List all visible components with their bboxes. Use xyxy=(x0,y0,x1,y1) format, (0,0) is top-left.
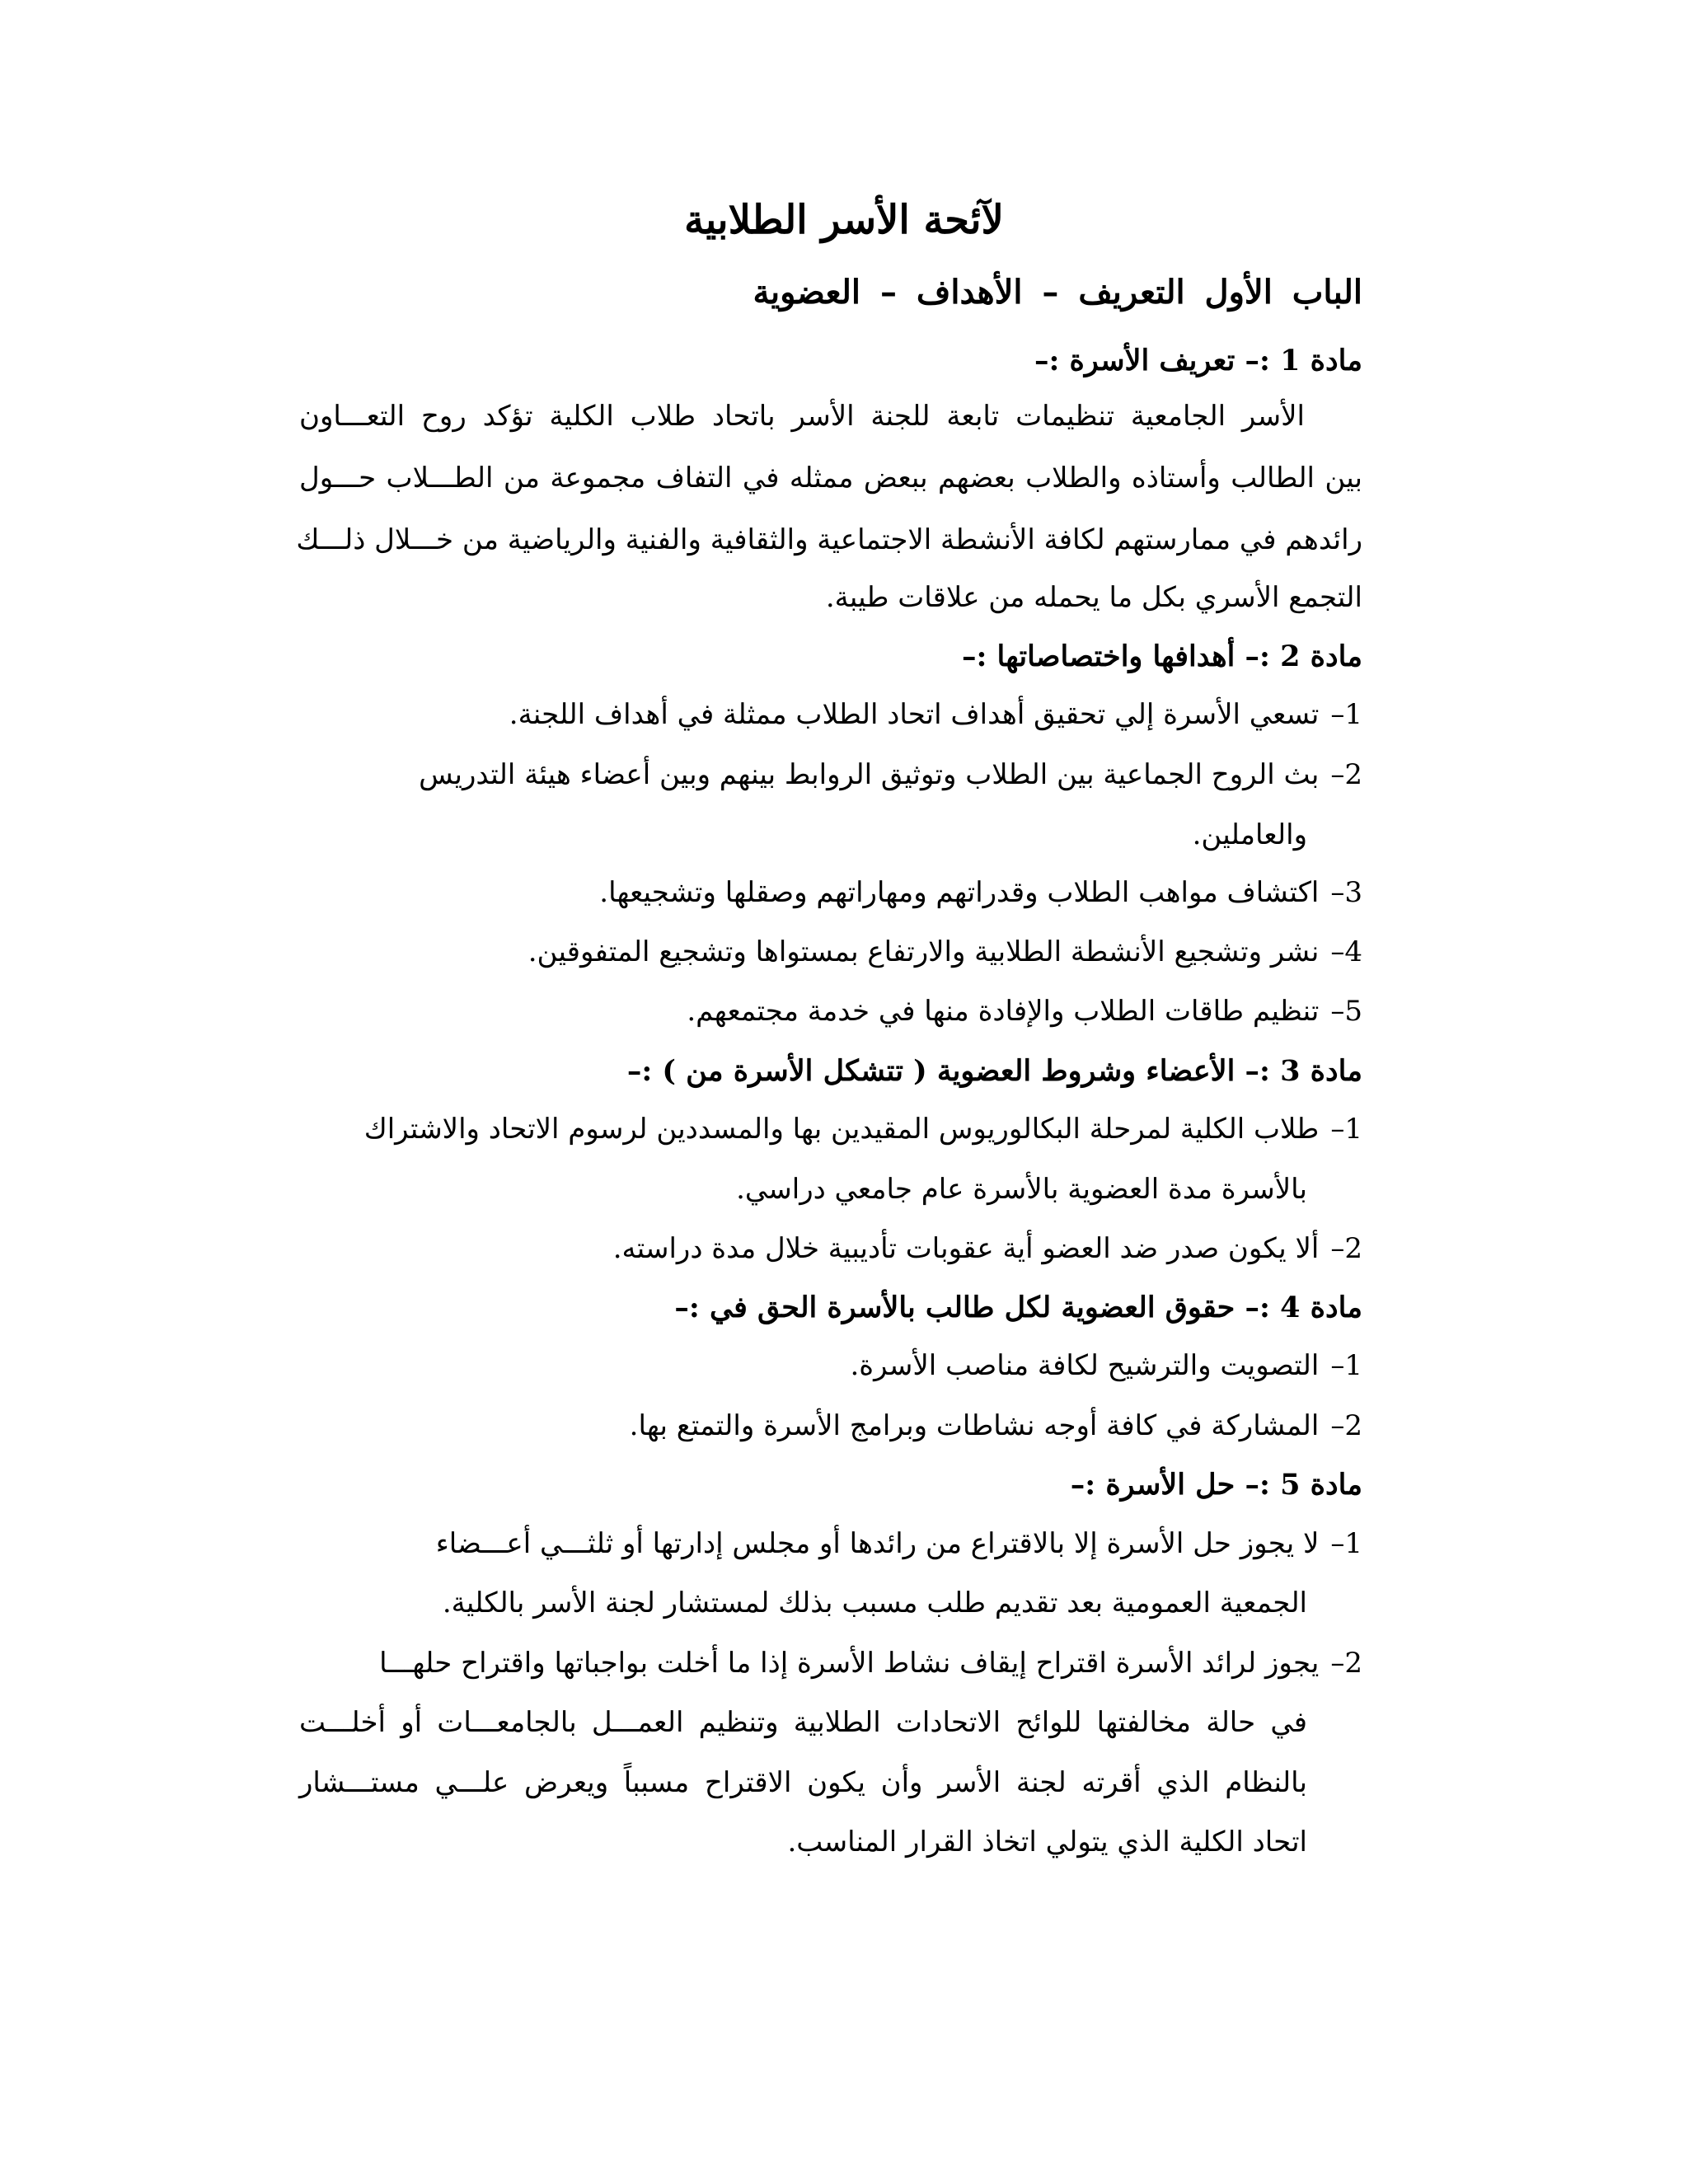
item-text: التصويت والترشيح لكافة مناصب الأسرة. xyxy=(850,1349,1320,1382)
item-number: 2– xyxy=(1330,758,1362,791)
article-1-line-2: بين الطالب وأستاذه والطلاب بعضهم ببعض ممثله في التفاف مجموعة من الطـــلاب حـــول xyxy=(299,462,1362,494)
item-number: 2– xyxy=(1330,1232,1362,1265)
item-text: لا يجوز حل الأسرة إلا بالاقتراع من رائدها أو مجلس إدارتها أو ثلثـــي أعـــضاء xyxy=(435,1527,1320,1560)
article-2-item-1 xyxy=(509,694,1362,735)
item-text: المشاركة في كافة أوجه نشاطات وبرامج الأسرة والتمتع بها. xyxy=(629,1409,1320,1442)
article-5-item-1-continuation: الجمعية العمومية بعد تقديم طلب مسبب بذلك لمستشار لجنة الأسر بالكلية. xyxy=(442,1586,1307,1619)
chapter-title: الباب الأول التعريف – الأهداف – العضوية xyxy=(753,273,1362,312)
item-number: 3– xyxy=(1330,876,1362,909)
item-number: 5– xyxy=(1330,995,1362,1028)
item-number: 1– xyxy=(1330,1527,1362,1560)
item-text: يجوز لرائد الأسرة اقتراح إيقاف نشاط الأسرة إذا ما أخلت بواجباتها واقتراح حلهـــا xyxy=(379,1647,1320,1680)
article-5-item-2-continuation-3: اتحاد الكلية الذي يتولي اتخاذ القرار المناسب. xyxy=(787,1825,1307,1858)
article-1-line-3: رائدهم في ممارستهم لكافة الأنشطة الاجتماعية والثقافية والفنية والرياضية من خـــلال ذلـــك xyxy=(296,523,1362,556)
article-3-item-1-continuation: بالأسرة مدة العضوية بالأسرة عام جامعي دراسي. xyxy=(736,1173,1307,1206)
item-text: تسعي الأسرة إلي تحقيق أهداف اتحاد الطلاب ممثلة في أهداف اللجنة. xyxy=(509,698,1320,731)
article-4-heading: مادة 4 :– حقوق العضوية لكل طالب بالأسرة الحق في :– xyxy=(674,1291,1362,1324)
article-5-item-1 xyxy=(299,1523,1362,1564)
article-5-item-2-continuation-2: بالنظام الذي أقرته لجنة الأسر وأن يكون الاقتراح مسبباً ويعرض علـــي مستـــشار xyxy=(299,1766,1307,1799)
item-text: طلاب الكلية لمرحلة البكالوريوس المقيدين بها والمسددين لرسوم الاتحاد والاشتراك xyxy=(363,1113,1320,1146)
article-5-heading: مادة 5 :– حل الأسرة :– xyxy=(1070,1468,1362,1502)
item-number: 1– xyxy=(1330,698,1362,731)
article-4-item-2 xyxy=(630,1405,1362,1446)
article-2-item-2-continuation: والعاملين. xyxy=(1192,818,1307,851)
article-3-item-2 xyxy=(613,1228,1362,1269)
item-text: نشر وتشجيع الأنشطة الطلابية والارتفاع بمستواها وتشجيع المتفوقين. xyxy=(528,935,1320,968)
item-number: 4– xyxy=(1330,935,1362,968)
article-1-heading: مادة 1 :– تعريف الأسرة :– xyxy=(1034,344,1362,377)
article-2-item-3 xyxy=(599,872,1362,913)
article-4-item-1 xyxy=(850,1345,1362,1386)
document-title: لآئحة الأسر الطلابية xyxy=(684,197,1004,243)
item-number: 1– xyxy=(1330,1349,1362,1382)
article-1-line-1: الأسر الجامعية تنظيمات تابعة للجنة الأسر باتحاد طلاب الكلية تؤكد روح التعـــاون xyxy=(299,400,1305,433)
item-number: 1– xyxy=(1330,1113,1362,1146)
item-text: تنظيم طاقات الطلاب والإفادة منها في خدمة مجتمعهم. xyxy=(687,995,1320,1028)
article-2-item-5 xyxy=(687,991,1362,1032)
item-number: 2– xyxy=(1330,1647,1362,1680)
article-5-item-2 xyxy=(299,1643,1362,1684)
item-text: بث الروح الجماعية بين الطلاب وتوثيق الروابط بينهم وبين أعضاء هيئة التدريس xyxy=(419,758,1320,791)
article-2-item-4 xyxy=(528,931,1362,972)
article-1-line-4: التجمع الأسري بكل ما يحمله من علاقات طيبة. xyxy=(825,581,1362,614)
article-2-item-2 xyxy=(419,754,1362,795)
article-5-item-2-continuation-1: في حالة مخالفتها للوائح الاتحادات الطلابية وتنظيم العمـــل بالجامعـــات أو أخلـــت xyxy=(299,1706,1307,1739)
item-text: اكتشاف مواهب الطلاب وقدراتهم ومهاراتهم وصقلها وتشجيعها. xyxy=(599,876,1320,909)
article-2-heading: مادة 2 :– أهدافها واختصاصاتها :– xyxy=(961,640,1362,673)
article-3-item-1 xyxy=(299,1108,1362,1150)
item-text: ألا يكون صدر ضد العضو أية عقوبات تأديبية خلال مدة دراسته. xyxy=(612,1232,1320,1265)
item-number: 2– xyxy=(1330,1409,1362,1442)
article-3-heading: مادة 3 :– الأعضاء وشروط العضوية ( تتشكل الأسرة من ) :– xyxy=(626,1054,1362,1088)
